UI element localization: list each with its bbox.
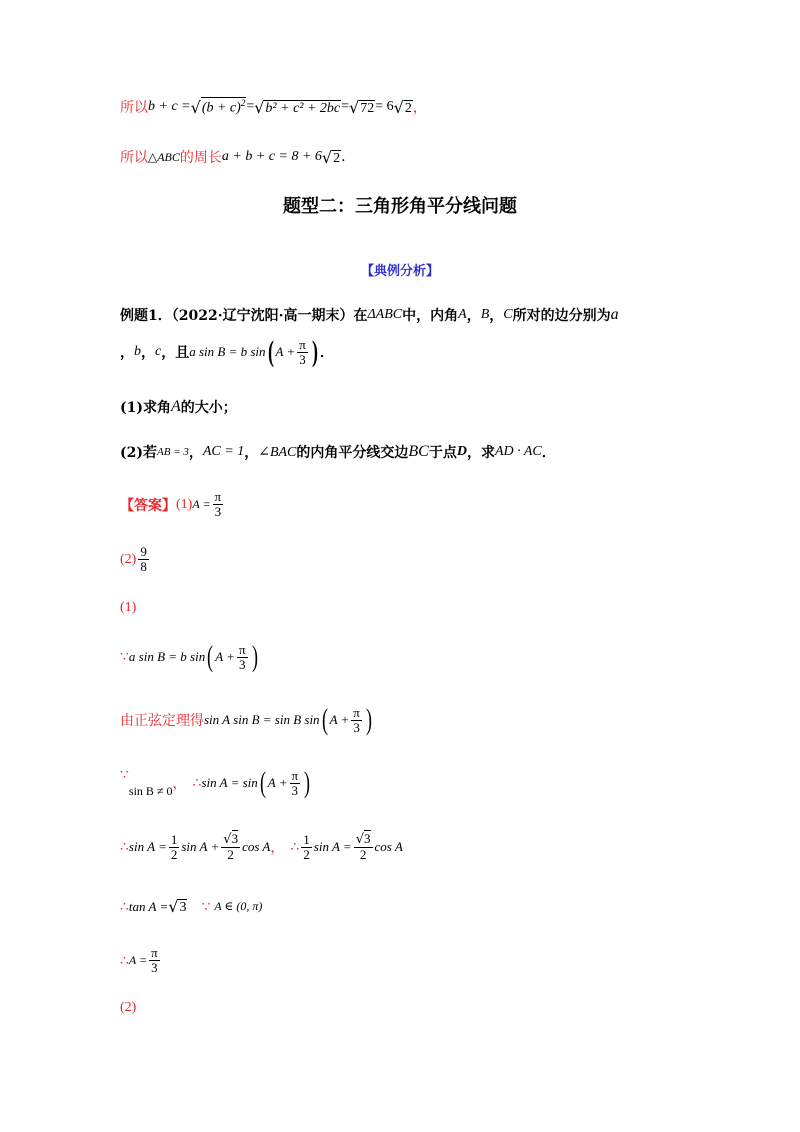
math-expr: cos A (242, 839, 271, 854)
answer-label: 【答案】 (120, 497, 176, 514)
subsection-title: 【典例分析】 (360, 264, 439, 279)
section-title: 题型二：三角形角平分线问题 (283, 196, 517, 217)
paren-open: ( (321, 703, 328, 736)
math-expr: AB = 3 (157, 446, 189, 458)
comma: ， (489, 308, 504, 324)
equals: = (341, 99, 350, 114)
because-symbol: ∵ (120, 767, 129, 783)
sqrt-expr: √ b² + c² + 2bc (254, 97, 341, 117)
dot-product-expr: AD · AC (494, 444, 542, 459)
fraction-sqrt3-2: $\frac{√3}{2}$ (223, 831, 239, 862)
solution-line-perimeter (120, 147, 346, 167)
comma: ， (188, 445, 203, 461)
solution-line-sinb-nonzero (120, 768, 312, 798)
therefore-symbol: ∴ (120, 952, 129, 969)
radicand: $(b + c)^2$ (201, 98, 246, 116)
period: ． (319, 345, 334, 361)
solution-line-law-of-sines (120, 705, 374, 735)
paren-close: ) (251, 640, 258, 673)
math-expr: a sin B = b sin (189, 344, 266, 359)
fraction-1-2: $\frac{1}{2}$ (170, 831, 178, 862)
math-expr: a + b + c = 8 + 6 (221, 149, 322, 164)
solution-line-expansion (120, 832, 403, 862)
tail: . (341, 149, 346, 165)
answer-line-1 (120, 490, 225, 519)
var-A: A (171, 398, 181, 415)
paren-open: ( (259, 766, 266, 799)
sqrt-expr: √ 2 (393, 97, 412, 117)
comma: ， (244, 445, 259, 461)
math-expr: A + (329, 712, 350, 727)
math-expr: a sin B = b sin (128, 649, 206, 664)
text: 中，内角 (402, 308, 459, 324)
part-label: (2) (120, 551, 137, 567)
angle-expr: ∠BAC (258, 444, 297, 460)
sqrt-expr: √ 2 (321, 147, 341, 167)
text: 且 (175, 345, 190, 361)
paren-close: ) (304, 766, 311, 799)
triangle-label: △ABC (148, 149, 180, 164)
radicand: 2 (404, 100, 412, 116)
text: (1)求角 (120, 400, 171, 416)
comma: ， (120, 345, 134, 361)
tail: ， (412, 100, 427, 116)
part-label: (1) (176, 496, 193, 512)
math-expr: AC = 1 (202, 444, 245, 459)
comma: ， (466, 308, 481, 324)
math-expr: A + (267, 775, 288, 790)
comma: ， (172, 776, 187, 792)
math-expr: A + (215, 649, 235, 664)
fraction-1-2: $\frac{1}{2}$ (303, 831, 310, 862)
equals: = (246, 99, 255, 114)
math-expr: cos A (374, 839, 403, 854)
solution-line-sum (120, 97, 427, 117)
sqrt-expr: √ 3 (168, 897, 187, 916)
example-label: 例题1．（2022·辽宁沈阳·高一期末）在 (120, 308, 368, 324)
radicand: 72 (360, 100, 375, 116)
math-expr: sin A = (128, 839, 167, 854)
therefore-symbol: ∴ (120, 839, 129, 855)
math-expr: sin B ≠ 0 (128, 783, 173, 798)
text: 所对的边分别为 (512, 308, 611, 324)
solution-line-because (120, 642, 260, 672)
fraction-sqrt3-2: $\frac{√3}{2}$ (355, 831, 371, 862)
text: (2)若 (120, 445, 157, 461)
because-symbol: ∵ (201, 898, 211, 915)
solution-line-result (120, 946, 162, 975)
prefix-text: 所以 (120, 150, 148, 166)
math-expr: sin A + (181, 839, 220, 854)
prefix-text: 所以 (120, 100, 148, 116)
perimeter-text: 的周长 (179, 150, 222, 166)
math-expr: A = (128, 953, 148, 967)
text: ，求 (466, 445, 495, 461)
therefore-symbol: ∴ (120, 898, 129, 915)
paren-close: ) (311, 335, 318, 368)
fraction-pi-3: $\frac{\pi}{3}$ (353, 704, 360, 735)
paren-close: ) (365, 703, 372, 736)
fraction-pi-3: $\frac{\pi}{3}$ (151, 945, 158, 975)
paren-open: ( (267, 335, 274, 368)
fraction-pi-3: $\frac{\pi}{3}$ (238, 641, 246, 672)
fraction-9-8: $\frac{9}{8}$ (140, 544, 147, 574)
var-a: a (610, 306, 619, 323)
math-expr: sin A = (313, 839, 352, 854)
math-expr: A ∈ (0, π) (214, 899, 263, 913)
math-expr: sin A sin B = sin B sin (204, 712, 320, 727)
question-1 (120, 397, 237, 417)
solution-line-tan (120, 897, 262, 916)
paren-open: ( (207, 640, 214, 673)
math-expr: A = (192, 497, 211, 511)
therefore-symbol: ∴ (290, 839, 300, 855)
solution-part-1-label: (1) (120, 600, 137, 615)
solution-part-2-label: (2) (120, 1000, 137, 1015)
comma: ， (141, 345, 155, 361)
text: 于点 (428, 445, 457, 461)
var-b: b (134, 344, 141, 359)
law-of-sines-text: 由正弦定理得 (120, 713, 204, 729)
fraction-pi-3: $\frac{\pi}{3}$ (214, 489, 222, 519)
text: 的内角平分线交边 (296, 445, 409, 461)
fraction-pi-3: $\frac{\pi}{3}$ (299, 336, 306, 367)
var-C: C (503, 307, 513, 322)
var-B: B (480, 307, 490, 322)
sqrt-expr: √ $(b + c)^2$ (190, 97, 246, 117)
equals: = 6 (375, 99, 394, 114)
sqrt-expr: √ 72 (349, 97, 375, 117)
period: ． (541, 445, 556, 461)
var-BC: BC (408, 443, 429, 460)
var-A: A (458, 307, 467, 322)
text: 的大小； (180, 400, 237, 416)
comma: ， (161, 345, 176, 361)
question-2 (120, 442, 556, 462)
math-expr: tan A = (128, 898, 169, 914)
comma: ， (270, 840, 285, 856)
radicand: 2 (333, 150, 341, 166)
var-c: c (155, 344, 162, 359)
example-line-1 (120, 305, 619, 325)
therefore-symbol: ∴ (192, 775, 202, 791)
radicand: b² + c² + 2bc (265, 100, 341, 116)
triangle-label: ΔABC (367, 307, 403, 322)
math-expr: A + (275, 344, 296, 359)
math-expr: b + c = (148, 99, 191, 114)
fraction-pi-3: $\frac{\pi}{3}$ (291, 767, 299, 798)
answer-line-2 (120, 545, 151, 574)
because-symbol: ∵ (120, 649, 129, 665)
example-line-2 (120, 337, 334, 367)
point-D: D (456, 444, 467, 459)
math-expr: sin A = sin (201, 775, 258, 790)
